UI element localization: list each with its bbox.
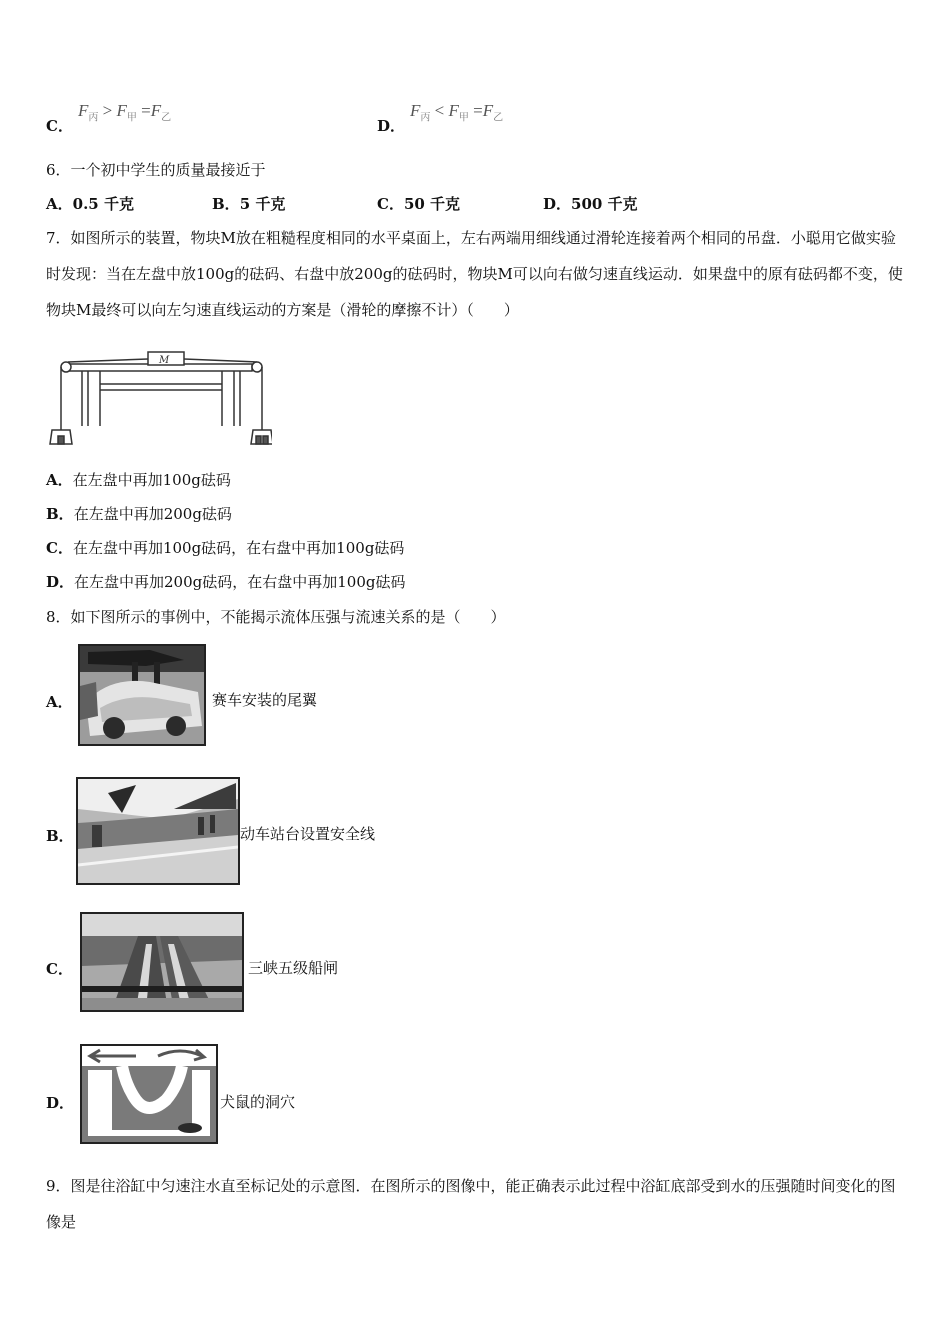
q7-option-d bbox=[46, 572, 405, 592]
q6-option-c bbox=[377, 194, 460, 214]
q8-stem: 8．如下图所示的事例中，不能揭示流体压强与流速关系的是（ ） bbox=[46, 608, 506, 626]
formula-subscript: 乙 bbox=[161, 112, 172, 124]
formula-symbol: F bbox=[150, 101, 162, 120]
q8-option-d-caption: 犬鼠的洞穴 bbox=[220, 1093, 296, 1111]
q5-option-c-label: C． bbox=[46, 117, 73, 135]
right-pulley bbox=[252, 362, 262, 372]
formula-symbol: F bbox=[116, 101, 127, 120]
option-label: C． bbox=[46, 539, 73, 557]
formula-operator: = bbox=[141, 101, 151, 120]
q8-option-b-label: B． bbox=[46, 827, 74, 845]
option-text: 在左盘中再加200g砝码，在右盘中再加100g砝码 bbox=[74, 573, 406, 591]
option-text: 在左盘中再加100g砝码，在右盘中再加100g砝码 bbox=[72, 539, 405, 557]
formula-symbol: F bbox=[448, 101, 459, 120]
q8-option-a-caption: 赛车安装的尾翼 bbox=[212, 691, 318, 709]
q5-option-d-formula bbox=[410, 101, 503, 123]
q8-option-b-caption: 动车站台设置安全线 bbox=[240, 825, 376, 843]
formula-symbol: F bbox=[78, 101, 89, 120]
formula-subscript: 甲 bbox=[458, 112, 469, 124]
three-gorges-ship-lock-image bbox=[80, 912, 244, 1012]
q7-option-b bbox=[46, 504, 232, 524]
formula-subscript: 乙 bbox=[493, 112, 504, 124]
formula-subscript: 丙 bbox=[420, 112, 431, 124]
option-text: 在左盘中再加200g砝码 bbox=[73, 505, 232, 523]
formula-subscript: 甲 bbox=[126, 112, 137, 124]
option-text: 在左盘中再加100g砝码 bbox=[72, 471, 231, 489]
q6-option-b bbox=[212, 194, 285, 214]
formula-operator: < bbox=[434, 101, 445, 120]
q7-option-c bbox=[46, 538, 404, 558]
train-platform-safety-line-image bbox=[76, 777, 240, 885]
q8-option-c-label: C． bbox=[46, 960, 73, 978]
q7-stem: 7．如图所示的装置，物块M放在粗糙程度相同的水平桌面上，左右两端用细线通过滑轮连接着两个相同的吊盘．小聪用它做实验时发现：当在左盘中放100g的砝码、右盘中放200g的砝码时，物块M可以向右做匀速直线运动．如果盘中的原有砝码都不变，使物块M最终可以向左匀速直线运动的方案是（滑轮的摩擦不计）（ ） bbox=[46, 229, 903, 319]
option-text: 5 千克 bbox=[239, 195, 286, 213]
left-pulley bbox=[61, 362, 71, 372]
formula-operator: = bbox=[473, 101, 483, 120]
q8-option-c-caption: 三峡五级船闸 bbox=[248, 959, 339, 977]
option-label: D． bbox=[46, 573, 75, 591]
q6-stem: 6．一个初中学生的质量最接近于 bbox=[46, 161, 266, 179]
prairie-dog-burrow-image bbox=[80, 1044, 218, 1144]
q9-stem: 9．图是往浴缸中匀速注水直至标记处的示意图．在图所示的图像中，能正确表示此过程中浴缸底部受到水的压强随时间变化的图像是 bbox=[46, 1177, 896, 1231]
option-label: A． bbox=[46, 471, 73, 489]
formula-subscript: 丙 bbox=[88, 112, 99, 124]
formula-symbol: F bbox=[482, 101, 494, 120]
option-label: B． bbox=[46, 505, 74, 523]
race-car-spoiler-image bbox=[78, 644, 206, 746]
q6-option-d bbox=[543, 194, 638, 214]
q7-option-a bbox=[46, 470, 231, 490]
option-label: B． bbox=[212, 195, 240, 213]
formula-symbol: F bbox=[410, 101, 421, 120]
q5-option-c-formula bbox=[78, 101, 171, 123]
q6-option-a bbox=[46, 194, 134, 214]
block-m-label: M bbox=[159, 355, 170, 366]
q7-pulley-apparatus-diagram bbox=[44, 350, 272, 450]
option-text: 500 千克 bbox=[571, 195, 638, 213]
q8-option-d-label: D． bbox=[46, 1094, 75, 1112]
option-text: 50 千克 bbox=[403, 195, 461, 213]
option-label: A． bbox=[46, 195, 73, 213]
q5-option-d-label: D． bbox=[377, 117, 406, 135]
option-label: D． bbox=[543, 195, 572, 213]
option-label: C． bbox=[377, 195, 404, 213]
option-text: 0.5 千克 bbox=[72, 195, 134, 213]
formula-operator: > bbox=[102, 101, 113, 120]
q8-option-a-label: A． bbox=[46, 693, 73, 711]
